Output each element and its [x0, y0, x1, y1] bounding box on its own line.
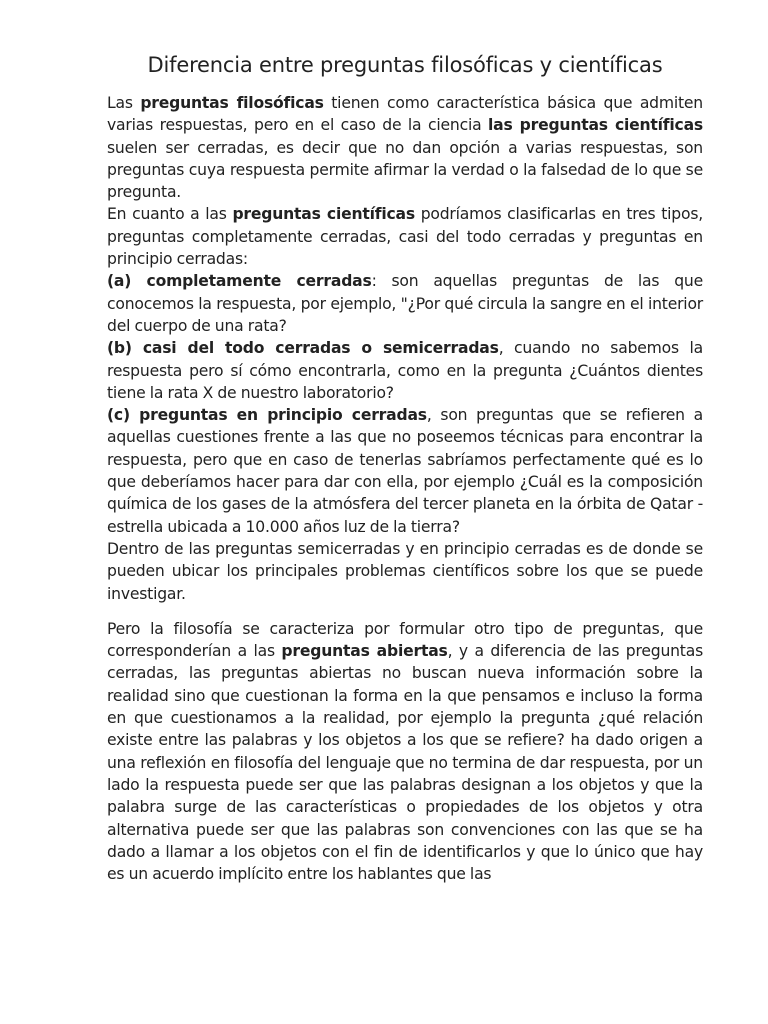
text-run: Las [107, 94, 141, 112]
text-run: , y a diferencia de las preguntas cerradas, las preguntas abiertas no buscan nueva información sobre la realidad sino que cuestionan la forma en la que pensamos e incluso la forma en que cuestionamos a la realidad, por ejemplo la pregunta ¿qué relación existe entre las palabras y los objetos a los que se refiere? ha dado origen a una reflexión en filosofía del lenguaje que no termina de dar respuesta, por un lado la respuesta puede ser que las palabras designan a los objetos y que la palabra surge de las características o propiedades de los objetos y otra alternativa puede ser que las palabras son convenciones con las que se ha dado a llamar a los objetos con el fin de identificarlos y que lo único que hay es un acuerdo implícito entre los hablantes que las [107, 642, 704, 884]
text-run: Dentro de las preguntas semicerradas y en principio cerradas es de donde se pueden ubicar los principales problemas científicos sobre los que se puede investigar. [107, 539, 703, 603]
paragraph-type-c [107, 404, 703, 538]
paragraph-scientific-problems [107, 538, 703, 605]
paragraph-spacer [107, 605, 703, 618]
text-run: : son aquellas preguntas de las que conocemos la respuesta, por ejemplo, "¿Por qué circula la sangre en el interior del cuerpo de una rata? [107, 272, 703, 335]
bold-term: (c) preguntas en principio cerradas [107, 406, 427, 425]
paragraph-type-b [107, 337, 703, 404]
document-page [107, 48, 703, 885]
bold-term: (b) casi del todo cerradas o semicerradas [107, 339, 499, 358]
text-run: podríamos clasificarlas en tres tipos, preguntas completamente cerradas, casi del todo cerradas y preguntas en principio cerradas: [107, 205, 703, 269]
bold-term: preguntas filosóficas [140, 94, 324, 112]
bold-term: preguntas abiertas [281, 642, 448, 661]
paragraph-open-questions [107, 618, 703, 886]
paragraph-intro [107, 92, 703, 203]
text-run: , son preguntas que se refieren a aquellas cuestiones frente a las que no poseemos técnicas para encontrar la respuesta, pero que en caso de tenerlas sabríamos perfectamente qué es lo que deberíamos hacer para dar con ella, por ejemplo ¿Cuál es la composición química de los gases de la atmósfera del tercer planeta en la órbita de Qatar -estrella ubicada a 10.000 años luz de la tierra? [107, 406, 703, 536]
bold-term: preguntas científicas [232, 205, 415, 224]
bold-term: (a) completamente cerradas [107, 272, 372, 291]
bold-term: las preguntas científicas [488, 116, 703, 135]
paragraph-classification [107, 203, 703, 270]
text-run: tienen como característica básica que admiten varias respuestas, pero en el caso de la ciencia [107, 94, 703, 135]
text-run: Pero la filosofía se caracteriza por formular otro tipo de preguntas, que corresponderían a las [107, 619, 703, 661]
text-run: En cuanto a las [107, 205, 233, 224]
text-run: suelen ser cerradas, es decir que no dan opción a varias respuestas, son preguntas cuya respuesta permite afirmar la verdad o la falsedad de lo que se pregunta. [107, 138, 703, 202]
paragraph-type-a [107, 270, 703, 337]
text-run: , cuando no sabemos la respuesta pero sí cómo encontrarla, como en la pregunta ¿Cuántos dientes tiene la rata X de nuestro laboratorio? [107, 339, 703, 402]
document-title: Diferencia entre preguntas filosóficas y científicas [147, 53, 663, 77]
